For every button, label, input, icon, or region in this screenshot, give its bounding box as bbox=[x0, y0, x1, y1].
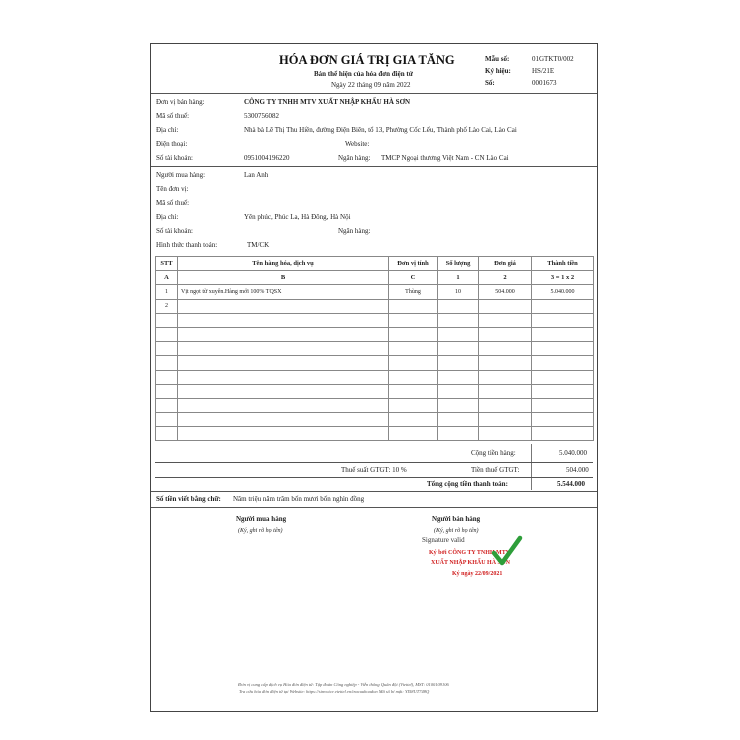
qty-cell bbox=[438, 384, 479, 398]
col-header-name: Tên hàng hóa, dịch vụ bbox=[178, 257, 389, 271]
qty-cell bbox=[438, 313, 479, 327]
buyer-signature-title: Người mua hàng bbox=[236, 515, 287, 523]
item-name-cell bbox=[178, 299, 389, 313]
item-name-cell bbox=[178, 413, 389, 427]
col-header-qty: Số lượng bbox=[438, 257, 479, 271]
seller-bank-label: Ngân hàng: bbox=[338, 154, 371, 162]
amount-cell bbox=[532, 427, 594, 441]
seller-name-label: Đơn vị bán hàng: bbox=[156, 98, 205, 106]
subtotal-value: 5.040.000 bbox=[559, 449, 587, 457]
seller-address-label: Địa chỉ: bbox=[156, 126, 179, 134]
form-label: Mẫu số: bbox=[485, 55, 510, 63]
buyer-account-label: Số tài khoản: bbox=[156, 227, 193, 235]
col-header-amount: Thành tiền bbox=[532, 257, 594, 271]
item-name-cell bbox=[178, 427, 389, 441]
seller-signature-note: (Ký, ghi rõ họ tên) bbox=[434, 528, 479, 534]
stt-cell bbox=[156, 413, 178, 427]
unit-cell bbox=[389, 299, 438, 313]
items-table bbox=[155, 256, 594, 441]
qty-cell bbox=[438, 356, 479, 370]
price-cell bbox=[479, 299, 532, 313]
divider bbox=[155, 462, 593, 463]
seller-signature-title: Người bán hàng bbox=[432, 515, 481, 523]
stt-cell bbox=[156, 356, 178, 370]
amount-cell bbox=[532, 327, 594, 341]
seller-phone-label: Điện thoại: bbox=[156, 140, 188, 148]
unit-cell bbox=[389, 413, 438, 427]
unit-cell bbox=[389, 370, 438, 384]
stt-cell bbox=[156, 370, 178, 384]
table-row bbox=[156, 313, 594, 327]
buyer-name: Lan Anh bbox=[244, 171, 269, 179]
stt-cell bbox=[156, 327, 178, 341]
qty-cell bbox=[438, 398, 479, 412]
unit-cell bbox=[389, 427, 438, 441]
divider bbox=[155, 477, 593, 478]
col-header-stt: STT bbox=[156, 257, 178, 271]
item-name-cell bbox=[178, 342, 389, 356]
letter-cell: 2 bbox=[479, 271, 532, 285]
unit-cell: Thùng bbox=[389, 285, 438, 299]
buyer-bank-label: Ngân hàng: bbox=[338, 227, 371, 235]
seller-bank: TMCP Ngoại thương Việt Nam - CN Lào Cai bbox=[381, 154, 509, 162]
qty-cell: 10 bbox=[438, 285, 479, 299]
amount-cell bbox=[532, 413, 594, 427]
signed-date: Ký ngày 22/09/2021 bbox=[452, 571, 503, 577]
qty-cell bbox=[438, 370, 479, 384]
divider bbox=[151, 93, 597, 94]
price-cell bbox=[479, 413, 532, 427]
table-row bbox=[156, 413, 594, 427]
payment-label: Hình thức thanh toán: bbox=[156, 241, 218, 249]
price-cell bbox=[479, 398, 532, 412]
qty-cell bbox=[438, 299, 479, 313]
stt-cell bbox=[156, 384, 178, 398]
item-name-cell bbox=[178, 313, 389, 327]
amount-cell bbox=[532, 370, 594, 384]
divider bbox=[151, 491, 597, 492]
amount-cell bbox=[532, 356, 594, 370]
unit-cell bbox=[389, 342, 438, 356]
price-cell bbox=[479, 342, 532, 356]
unit-cell bbox=[389, 398, 438, 412]
signed-by-line1: Ký bởi CÔNG TY TNHH MTV bbox=[429, 550, 511, 556]
vat-value: 504.000 bbox=[566, 466, 589, 474]
number-label: Số: bbox=[485, 79, 495, 87]
buyer-signature-note: (Ký, ghi rõ họ tên) bbox=[238, 528, 283, 534]
vat-rate: Thuế suất GTGT: 10 % bbox=[341, 466, 407, 474]
stt-cell bbox=[156, 342, 178, 356]
invoice-subtitle: Bản thể hiện của hóa đơn điện tử bbox=[314, 70, 413, 78]
footer-lookup: Tra cứu hóa đơn điện tử tại Website: https://sinvoice.viettel.vn/tracuuhoadon Mã số bí mật: YI58UT748Q bbox=[239, 689, 430, 694]
seller-website-label: Website: bbox=[345, 140, 370, 148]
table-row bbox=[156, 427, 594, 441]
totals-divider bbox=[531, 444, 532, 490]
amount-cell bbox=[532, 342, 594, 356]
invoice-sheet bbox=[150, 43, 598, 712]
amount-cell bbox=[532, 398, 594, 412]
letter-cell: 1 bbox=[438, 271, 479, 285]
qty-cell bbox=[438, 327, 479, 341]
stt-cell: 2 bbox=[156, 299, 178, 313]
table-letter-row bbox=[156, 271, 594, 285]
amount-cell bbox=[532, 384, 594, 398]
table-row bbox=[156, 327, 594, 341]
table-row bbox=[156, 398, 594, 412]
price-cell bbox=[479, 427, 532, 441]
stt-cell bbox=[156, 427, 178, 441]
col-header-unit: Đơn vị tính bbox=[389, 257, 438, 271]
item-name-cell bbox=[178, 398, 389, 412]
seller-address: Nhà bà Lê Thị Thu Hiền, đường Điện Biên, tổ 13, Phường Cốc Lếu, Thành phố Lào Cai, Lào Cai bbox=[244, 126, 517, 134]
item-name-cell bbox=[178, 384, 389, 398]
table-row bbox=[156, 384, 594, 398]
buyer-address: Yên phúc, Phúc La, Hà Đông, Hà Nội bbox=[244, 213, 351, 221]
signed-by-line2: XUẤT NHẬP KHẨU HÀ SƠN bbox=[431, 560, 510, 566]
payment-method: TM/CK bbox=[247, 241, 270, 249]
grand-total-label: Tổng cộng tiền thanh toán: bbox=[427, 480, 508, 488]
buyer-tax-label: Mã số thuế: bbox=[156, 199, 190, 207]
qty-cell bbox=[438, 427, 479, 441]
amount-words-label: Số tiền viết bằng chữ: bbox=[156, 495, 221, 503]
amount-cell bbox=[532, 299, 594, 313]
item-name-cell: Vịt ngọt từ xuyên.Hàng mới 100% TQSX bbox=[178, 285, 389, 299]
form-value: 01GTKT0/002 bbox=[532, 55, 574, 63]
col-header-price: Đơn giá bbox=[479, 257, 532, 271]
table-row bbox=[156, 342, 594, 356]
amount-cell: 5.040.000 bbox=[532, 285, 594, 299]
letter-cell: C bbox=[389, 271, 438, 285]
price-cell: 504.000 bbox=[479, 285, 532, 299]
unit-cell bbox=[389, 356, 438, 370]
table-row bbox=[156, 370, 594, 384]
buyer-unit-label: Tên đơn vị: bbox=[156, 185, 189, 193]
divider bbox=[151, 166, 597, 167]
invoice-title: HÓA ĐƠN GIÁ TRỊ GIA TĂNG bbox=[279, 53, 455, 67]
seller-account-label: Số tài khoản: bbox=[156, 154, 193, 162]
unit-cell bbox=[389, 384, 438, 398]
item-name-cell bbox=[178, 356, 389, 370]
amount-cell bbox=[532, 313, 594, 327]
table-row bbox=[156, 299, 594, 313]
price-cell bbox=[479, 370, 532, 384]
digital-signature-stamp bbox=[422, 534, 552, 584]
price-cell bbox=[479, 356, 532, 370]
serial-value: HS/21E bbox=[532, 67, 555, 75]
number-value: 0001673 bbox=[532, 79, 557, 87]
seller-name: CÔNG TY TNHH MTV XUẤT NHẬP KHẨU HÀ SƠN bbox=[244, 98, 411, 106]
item-name-cell bbox=[178, 370, 389, 384]
invoice-date: Ngày 22 tháng 09 năm 2022 bbox=[331, 81, 411, 89]
footer-provider: Đơn vị cung cấp dịch vụ Hóa đơn điện tử: Tập đoàn Công nghiệp - Viễn thông Quân đội (Viettel), MST: 0100109106 bbox=[238, 682, 449, 687]
item-name-cell bbox=[178, 327, 389, 341]
price-cell bbox=[479, 313, 532, 327]
letter-cell: 3 = 1 x 2 bbox=[532, 271, 594, 285]
stt-cell bbox=[156, 398, 178, 412]
letter-cell: A bbox=[156, 271, 178, 285]
seller-account: 0951004196220 bbox=[244, 154, 290, 162]
vat-label: Tiền thuế GTGT: bbox=[471, 466, 520, 474]
divider bbox=[151, 507, 597, 508]
table-row bbox=[156, 285, 594, 299]
qty-cell bbox=[438, 342, 479, 356]
stt-cell: 1 bbox=[156, 285, 178, 299]
price-cell bbox=[479, 327, 532, 341]
price-cell bbox=[479, 384, 532, 398]
buyer-label: Người mua hàng: bbox=[156, 171, 206, 179]
unit-cell bbox=[389, 327, 438, 341]
buyer-address-label: Địa chỉ: bbox=[156, 213, 179, 221]
letter-cell: B bbox=[178, 271, 389, 285]
qty-cell bbox=[438, 413, 479, 427]
subtotal-label: Cộng tiền hàng: bbox=[471, 449, 516, 457]
checkmark-icon bbox=[490, 534, 524, 568]
seller-tax-label: Mã số thuế: bbox=[156, 112, 190, 120]
serial-label: Ký hiệu: bbox=[485, 67, 511, 75]
signature-valid-text: Signature valid bbox=[422, 536, 465, 544]
table-row bbox=[156, 356, 594, 370]
stt-cell bbox=[156, 313, 178, 327]
unit-cell bbox=[389, 313, 438, 327]
table-header-row bbox=[156, 257, 594, 271]
seller-tax: 5300756082 bbox=[244, 112, 279, 120]
grand-total-value: 5.544.000 bbox=[557, 480, 585, 488]
amount-words: Năm triệu năm trăm bốn mươi bốn nghìn đồng bbox=[233, 495, 365, 503]
